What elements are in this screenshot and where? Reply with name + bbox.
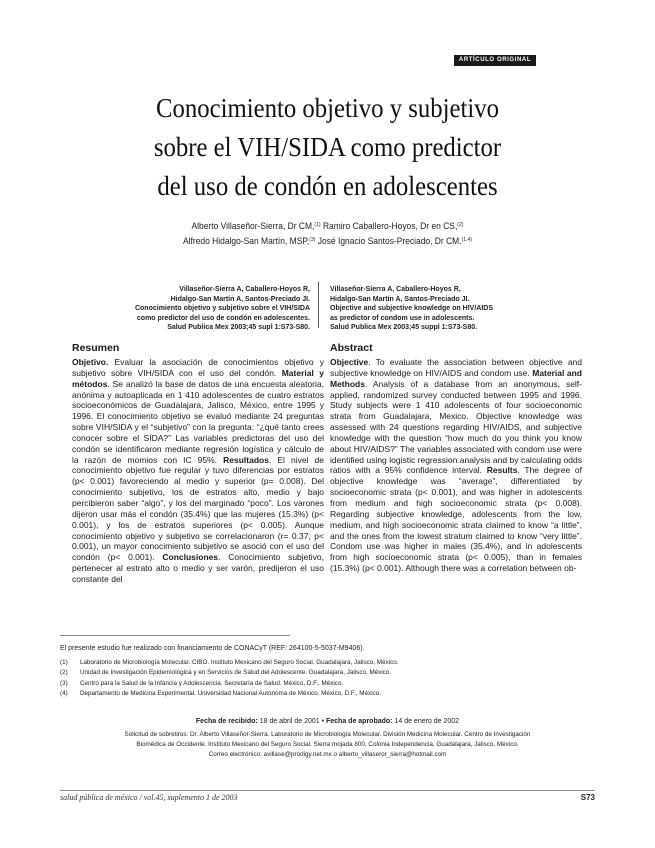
title-line-2: sobre el VIH/SIDA como predictor [153,131,502,162]
author-name: José Ignacio Santos-Preciado, Dr CM. [315,236,462,246]
affiliation-number: (2) [60,669,68,677]
affiliation-item [60,658,600,668]
affiliation-text: Centro para la Salud de la Infancia y Adolescencia. Secretaría de Salud. México, D.F., México. [80,679,344,687]
section-label-conclusiones: Conclusiones [162,552,219,563]
received-date: 18 de abril de 2001 • [257,718,326,725]
section-label-objective: Objective [330,357,369,367]
citation-english [330,285,570,333]
affiliation-item [60,689,600,699]
section-label: ARTÍCULO ORIGINAL [454,55,536,66]
author-name: Alberto Villaseñor-Sierra, Dr CM, [191,221,315,231]
section-label-resultados: Resultados [223,454,269,465]
section-label-results: Results [486,465,518,476]
abstract-text: Evaluar la asociación de conocimientos objetivo y subjetivo sobre VIH/SIDA con el uso del condón. [72,357,324,378]
affiliation-text: Laboratorio de Microbiología Molecular. CIBO. Instituto Mexicano del Seguro Social. Guadalajara, Jalisco, México. [80,659,399,666]
affiliation-item [60,668,600,678]
page-number: S73 [580,793,595,802]
abstract-text: . The degree of objective knowledge was “average”, differentiated by socioeconomic strata (p< 0.001), and was higher in adolescents from medium and high socioeconomic strata (p< 0.008). Regarding subjective knowledge, adolescents from the low, medium, and high socioeconomic strata claimed to know “a little”, and the ones from the lowest stratum claimed to know “very little”. Condom use was higher in males (35.4%), and in adolescents from high socioeconomic strata (p< 0.005), than in females (15.3%) (p< 0.001). Although there was a correlation between ob- [330,465,582,574]
citation-line: Villaseñor-Sierra A, Caballero-Hoyos R, [330,286,461,293]
funding-note: El presente estudio fue realizado con financiamiento de CONACyT (REF: 264100-5-5037-M9406). [60,645,365,652]
section-label-methods: Material and Methods [330,367,582,389]
contact-line: Solicitud de sobretiros: Dr. Alberto Villaseñor-Sierra. Laboratorio de Microbiología Molecular. División Medicina Molecular. Centro de Investigación [124,731,531,738]
citation-line: Salud Publica Mex 2003;45 supl 1:S73-S80. [167,324,310,331]
title-line-1: Conocimiento objetivo y subjetivo [155,92,500,123]
abstract-body [330,357,582,574]
section-label-objetivo: Objetivo. [72,357,109,367]
affiliation-text: Departamento de Medicina Experimental. Universidad Nacional Autónoma de México. México, D.F., México. [80,689,381,697]
abstract-text: . Conocimiento subjetivo, pertenecer al estrato alto o medio y ser varón, predijeron el uso constante del [72,552,324,584]
citation-line: Hidalgo-San Martín A, Santos-Preciado JI. [170,295,310,303]
citation-line: as predictor of condom use in adolescents. [330,314,475,322]
citation-line: Conocimiento objetivo y subjetivo sobre el VIH/SIDA [134,305,310,312]
citation-line: Salud Publica Mex 2003;45 suppl 1:S73-S80. [330,324,478,331]
reprint-contact [60,730,595,760]
article-title [69,88,587,205]
affiliation-text: Unidad de Investigación Epidemiológica y en Servicios de Salud del Adolescente. Guadalajara, Jalisco, México. [80,669,392,677]
dates-line [60,718,595,725]
footnote-rule [60,635,290,636]
affiliation-list [60,658,600,699]
citation-line: Hidalgo-San Martín A, Santos-Preciado JI. [330,295,470,303]
citation-line: Villaseñor-Sierra A, Caballero-Hoyos R, [179,286,310,293]
abstract-spanish [72,342,324,585]
author-affiliation-mark: (3) [309,237,316,243]
received-label: Fecha de recibido: [195,718,258,725]
affiliation-number: (4) [60,689,68,697]
footer-rule [60,790,595,791]
citation-spanish [70,285,310,333]
citation-divider [318,282,319,328]
abstract-text: . Se analizó la base de datos de una encuesta aleatoria, anónima y autoaplicada en 1 410 adolescentes de cuatro estratos socioeconómicos de Guadalajara, Jalisco, México, entre 1995 y 1996. El conocimiento objetivo se evaluó mediante 24 preguntas sobre VIH/SIDA y el “subjetivo” con la pregunta: “¿qué tanto crees conocer sobre el SIDA?” Las variables predictoras del uso del condón se identificaron mediante regresión logística y cálculo de la razón de momios con IC 95%. [72,378,324,465]
affiliation-number: (1) [60,659,68,666]
author-name: Ramiro Caballero-Hoyos, Dr en CS, [320,221,458,231]
author-list [118,219,537,249]
journal-footer: salud pública de méxico / vol.45, suplemento 1 de 2003 [60,793,238,802]
abstract-text: . To evaluate the association between objective and subjective knowledge on HIV/AIDS and condom use. [330,357,582,378]
citation-line: como predictor del uso de condón en adolescentes. [136,314,310,322]
approved-label: Fecha de aprobado: [326,718,393,725]
abstract-text: . Analysis of a database from an anonymous, self-applied, randomized survey conducted between 1995 and 1996. Study subjects were 1 410 adolescents of four socioeconomic strata from Guadalajara, Mexico. Objective knowledge was assessed with 24 questions regarding HIV/AIDS, and subjective knowledge with the question “how much do you think you know about HIV/AIDS?” The variables associated with condom use were identified using logistic regression analysis and by calculating odds ratios with a 95% confidence interval. [330,378,582,476]
contact-line: Biomédica de Occidente. Instituto Mexicano del Seguro Social. Sierra mojada 800, Colonia Independencia, Guadalajara, Jalisco, México. [136,741,519,748]
affiliation-number: (3) [60,679,68,687]
title-line-3: del uso de condón en adolescentes [157,170,498,201]
author-name: Alfredo Hidalgo-San Martín, MSP, [183,236,310,246]
section-label-metodos: Material y métodos [72,367,324,389]
approved-date: 14 de enero de 2002 [392,718,460,725]
abstract-heading: Resumen [72,342,120,354]
author-affiliation-mark: (1) [314,222,321,228]
abstract-text: . El nivel de conocimiento objetivo fue regular y tuvo diferencias por estratos (p< 0.001) favoreciendo al medio y superior (p= 0.008). Del conocimiento subjetivo, los de estratos alto, medio y bajo percibieron saber “algo”, y los del marginado “poco”. Los varones dijeron usar más el condón (35.4%) que las mujeres (15.3%) (p< 0.001), y los de estratos superiores (p< 0.005). Aunque conocimiento objetivo y subjetivo se correlacionaron (r= 0.37, p< 0.001), un mayor conocimiento subjetivo se asoció con el uso del condón (p< 0.001). [72,454,324,563]
abstract-english [330,342,582,574]
citation-line: Objective and subjective knowledge on HIV/AIDS [330,305,493,312]
abstract-body [72,357,324,585]
author-affiliation-mark: (1,4) [461,237,472,243]
abstract-heading: Abstract [330,342,373,354]
contact-email-line: Correo electrónico: avillase@prodigy.net.mx o alberto_villaseror_sierra@hotmail.com [208,751,447,758]
author-affiliation-mark: (2) [457,222,464,228]
affiliation-item [60,679,600,689]
